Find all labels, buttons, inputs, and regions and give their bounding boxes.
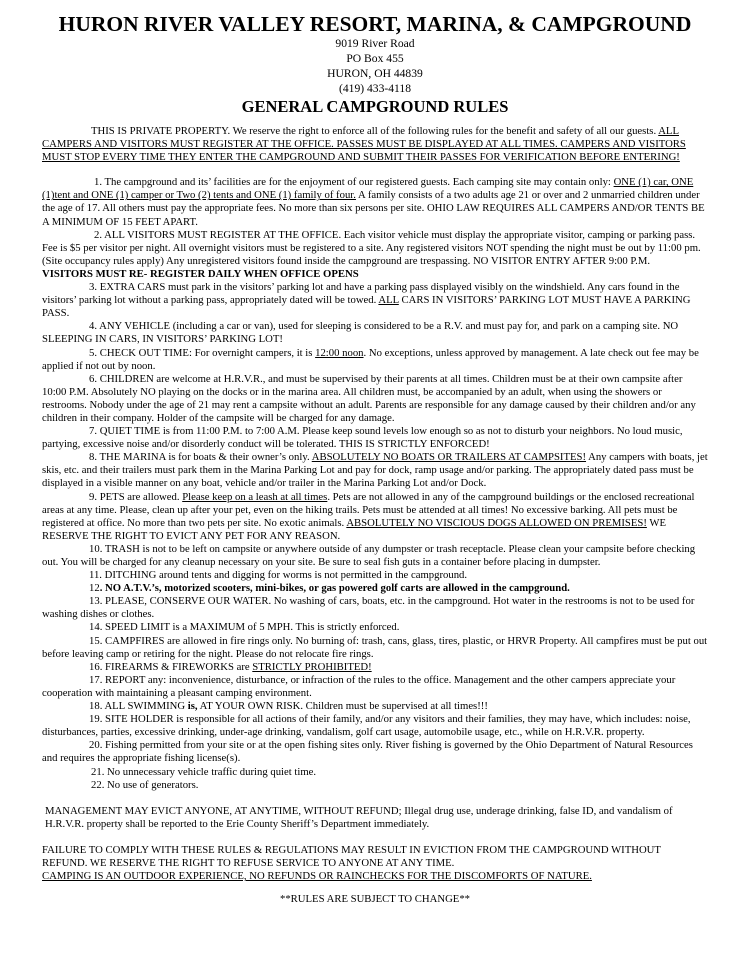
- rule-10: 10. TRASH is not to be left on campsite or anywhere outside of any dumpster or trash receptacle. Please clean your campsite before checking out. You will be charged for any cleanup necessary on your site. Be sure to seal fish guts in a container before placing in dumpster.: [42, 542, 696, 568]
- rule-4: 4. ANY VEHICLE (including a car or van), used for sleeping is considered to be a R.V. and must pay for, and park on a camping site. NO SLEEPING IN CARS, IN VISITORS’ PARKING LOT!: [42, 320, 679, 346]
- address-block: [42, 36, 708, 96]
- rule-5-time: 12:00 noon: [315, 346, 364, 359]
- rule-8-text: 8. THE MARINA is for boats & their owner’s only.: [89, 451, 310, 464]
- spacer: [42, 164, 708, 176]
- rule-9-details: . Pets are not allowed in any of the campground buildings or the enclosed recreational areas at any time. Please, clean up after your pet, even on the hiking trails. Pets must be attended at all times! No excessive barking. All pets must be registered at office. No more than two pets per site. No exotic animals.: [42, 490, 695, 529]
- rule-3-pass: CARS IN VISITORS’ PARKING LOT MUST HAVE A PARKING PASS.: [42, 294, 691, 320]
- rule-16-prohibited: STRICTLY PROHIBITED!: [252, 660, 372, 673]
- rule-9-no-dogs: ABSOLUTELY NO VISCIOUS DOGS ALLOWED ON PREMISES!: [346, 516, 647, 529]
- management-notice: MANAGEMENT MAY EVICT ANYONE, AT ANYTIME, WITHOUT REFUND; Illegal drug use, underage drinking, false ID, and vandalism of H.R.V.R. property shall be reported to the Erie County Sheriff’s Department immediately.: [45, 804, 673, 830]
- resort-title: HURON RIVER VALLEY RESORT, MARINA, & CAMPGROUND: [58, 12, 692, 36]
- intro-paragraph: [42, 125, 708, 164]
- intro-text: THIS IS PRIVATE PROPERTY. We reserve the right to enforce all of the following rules for the benefit and safety of all our guests.: [91, 125, 657, 137]
- rule-9-evict: WE RESERVE THE RIGHT TO EVICT ANY PET FOR ANY REASON.: [42, 516, 666, 542]
- rule-1-occupancy: ONE (1) car, ONE (1)tent and ONE (1) camper or Two (2) tents and ONE (1) family of four.: [42, 176, 694, 202]
- rule-3: [42, 281, 708, 320]
- rule-9-text: 9. PETS are allowed.: [89, 490, 180, 503]
- rules-body: [42, 125, 708, 906]
- camping-notice: CAMPING IS AN OUTDOOR EXPERIENCE, NO REFUNDS OR RAINCHECKS FOR THE DISCOMFORTS OF NATURE.: [42, 870, 592, 883]
- rule-6: 6. CHILDREN are welcome at H.R.V.R., and must be supervised by their parents at all times. Children must be at their own campsite after 10:00 P.M. Absolutely NO playing on the docks or in the marina area. All children must, be accompanied by an adult, when using the showers or restrooms. Nobody under the age of 21 may rent a campsite without an adult. Parents are responsible for any damage caused by their children and/or any children in their company. Holder of the campsite will be charged for any damage.: [42, 372, 696, 424]
- rule-12-text: . NO A.T.V.’s, motorized scooters, mini-bikes, or gas powered golf carts are allowed in the campground.: [99, 582, 570, 595]
- rule-5-text: 5. CHECK OUT TIME: For overnight campers, it is: [89, 346, 313, 359]
- intro-registration-notice: ALL CAMPERS AND VISITORS MUST REGISTER AT THE OFFICE. PASSES MUST BE DISPLAYED AT ALL TIMES. CAMPERS AND VISITORS MUST STOP EVERY TIME THEY ENTER THE CAMPGROUND AND SUBMIT THEIR PASSES FOR VERIFICATION BEFORE ENTERING!: [42, 125, 686, 164]
- rules-heading: GENERAL CAMPGROUND RULES: [241, 97, 509, 116]
- rule-3-text: 3. EXTRA CARS must park in the visitors’ parking lot and have a parking pass displayed visibly on the windshield. Any cars found in the visitors’ parking lot without a parking pass, appropriately dated will be towed.: [42, 281, 680, 307]
- rule-12: [42, 582, 708, 595]
- rule-21: 21. No unnecessary vehicle traffic during quiet time.: [91, 765, 317, 778]
- address-phone: (419) 433-4118: [338, 82, 412, 95]
- rule-18-is: is,: [187, 700, 198, 713]
- spacer: [42, 792, 708, 805]
- rule-18: [42, 700, 708, 713]
- rule-8: [42, 451, 708, 490]
- rule-20: 20. Fishing permitted from your site or at the open fishing sites only. River fishing is governed by the Ohio Department of Natural Resources and requires the appropriate fishing license(s).: [42, 739, 693, 765]
- rule-2-text: 2. ALL VISITORS MUST REGISTER AT THE OFFICE. Each visitor vehicle must display the appropriate visitor, camping or parking pass. Fee is $5 per visitor per night. All overnight visitors must be registered to a site. Any registered visitors NOT spending the night must be out by 11:00 pm. (Site occupancy rules apply) Any unregistered visitors found inside the campground are trespassing. NO VISITOR ENTRY AFTER 9:00 P.M.: [42, 228, 701, 267]
- rule-18-risk: AT YOUR OWN RISK. Children must be supervised at all times!!!: [199, 700, 488, 713]
- rule-17: 17. REPORT any: inconvenience, disturbance, or infraction of the rules to the office. Management and the other campers appreciate your cooperation with maintaining a pleasant camping environment.: [42, 673, 676, 699]
- rule-19: 19. SITE HOLDER is responsible for all actions of their family, and/or any visitors and their families, they may have, which includes: noise, disturbances, parties, excessive drinking, under-age drinking, vandalism, golf cart usage, automobile usage, etc., while on H.R.V.R. property.: [42, 713, 691, 739]
- rule-16: [42, 661, 708, 674]
- rule-9: [42, 491, 708, 543]
- rule-8-no-boats: ABSOLUTELY NO BOATS OR TRAILERS AT CAMPSITES!: [311, 451, 587, 464]
- rule-7: 7. QUIET TIME is from 11:00 P.M. to 7:00 A.M. Please keep sound levels low enough so as not to disturb your neighbors. No loud music, partying, excessive noise and/or disorderly conduct will be tolerated. THIS IS STRICTLY ENFORCED!: [42, 425, 683, 451]
- rule-11: 11. DITCHING around tents and digging for worms is not permitted in the campground.: [89, 569, 468, 582]
- rule-8-parking: Any campers with boats, jet skis, etc. and their trailers must park them in the Marina Parking Lot and pay for dock, ramp usage and/or parking. The appropriately dated pass must be displayed in a visible manner on any boat, vehicle and/or trailer in the Marina Parking Lot and/or Dock.: [42, 451, 708, 490]
- failure-notice: FAILURE TO COMPLY WITH THESE RULES & REGULATIONS MAY RESULT IN EVICTION FROM THE CAMPGROUND WITHOUT REFUND. WE RESERVE THE RIGHT TO REFUSE SERVICE TO ANYONE AT ANY TIME.: [42, 843, 661, 869]
- rule-15: 15. CAMPFIRES are allowed in fire rings only. No burning of: trash, cans, glass, tires, plastic, or HRVR Property. All campfires must be put out before leaving camp or retiring for the night. Please do not relocate fire rings.: [42, 634, 708, 660]
- rule-3-all: ALL: [378, 294, 399, 307]
- rule-2-reregister: VISITORS MUST RE- REGISTER DAILY WHEN OFFICE OPENS: [42, 267, 359, 280]
- footer-change-notice: **RULES ARE SUBJECT TO CHANGE**: [279, 893, 471, 906]
- rule-1-text: 1. The campground and its’ facilities are for the enjoyment of our registered guests. Each camping site may contain only:: [94, 176, 611, 189]
- rule-5-late: . No exceptions, unless approved by management. A late check out fee may be applied if not out by noon.: [42, 346, 699, 372]
- address-po-box: PO Box 455: [346, 52, 404, 65]
- address-city: HURON, OH 44839: [327, 67, 423, 80]
- rule-14: 14. SPEED LIMIT is a MAXIMUM of 5 MPH. This is strictly enforced.: [89, 621, 400, 634]
- rule-16-text: 16. FIREARMS & FIREWORKS are: [89, 660, 250, 673]
- rule-18-text: 18. ALL SWIMMING: [89, 700, 186, 713]
- rule-12-number: 12: [89, 582, 100, 595]
- rule-1-family: A family consists of a two adults age 21 or over and 2 unmarried children under the age of 17. All others must pay the appropriate fees. No more than six persons per site. OHIO LAW REQUIRES ALL CAMPERS AND/OR TENTS BE A MINIMUM OF 15 FEET APART.: [42, 189, 705, 228]
- rule-1: [42, 176, 708, 228]
- rule-5: [42, 347, 708, 373]
- rule-22: 22. No use of generators.: [91, 778, 199, 791]
- rule-13: 13. PLEASE, CONSERVE OUR WATER. No washing of cars, boats, etc. in the campground. Hot water in the restrooms is not to be used for washing dishes or clothes.: [42, 595, 695, 621]
- spacer: [42, 831, 708, 844]
- rule-9-leash: Please keep on a leash at all times: [182, 490, 328, 503]
- rule-2: [42, 229, 708, 281]
- address-street: 9019 River Road: [335, 37, 415, 50]
